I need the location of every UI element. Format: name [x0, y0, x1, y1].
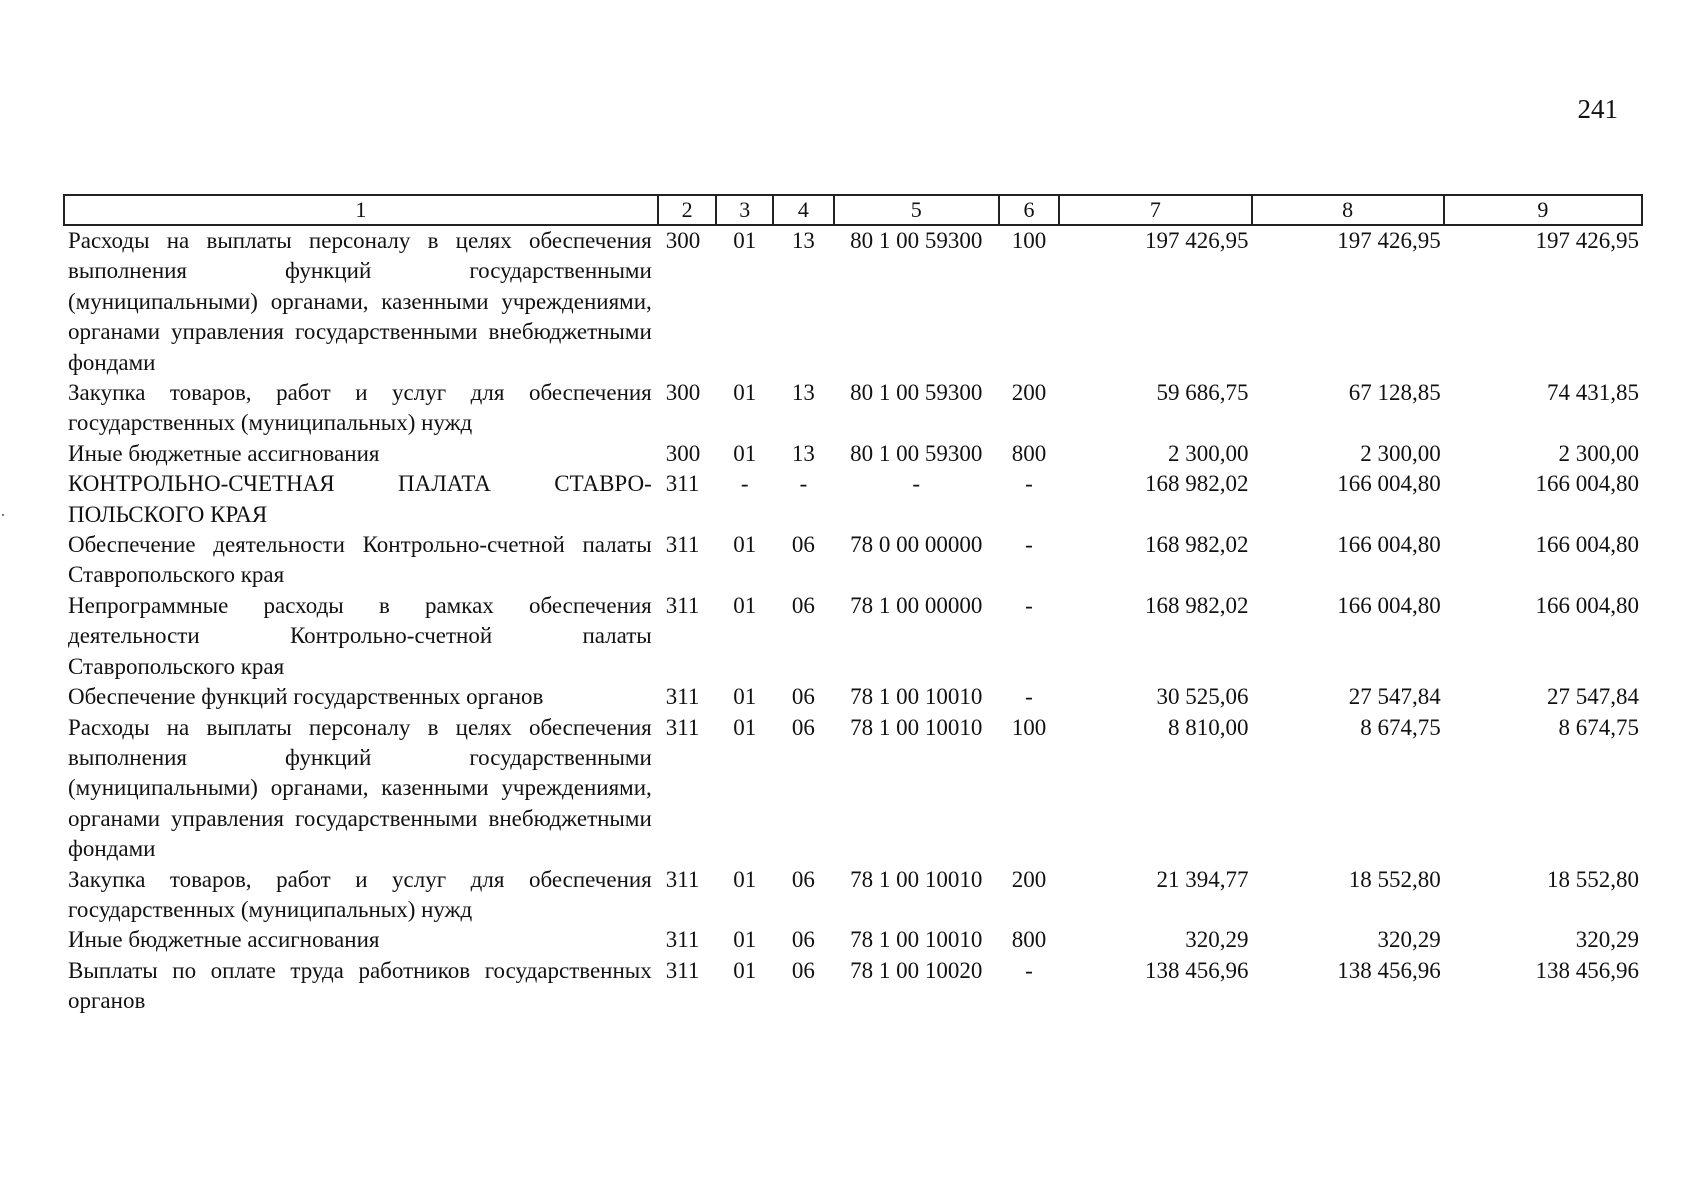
expense-name-cell: Выплаты по оплате труда работников государственных органов [68, 957, 652, 1014]
section-code-cell: 01 [733, 380, 757, 406]
amount-column-8-cell: 8 674,75 [1360, 714, 1441, 740]
section-code-cell: 01 [733, 440, 757, 466]
table-row [64, 865, 1642, 926]
section-code-cell: 01 [733, 592, 757, 618]
section-code-cell: 01 [733, 927, 757, 953]
expense-type-cell: 100 [1011, 714, 1047, 740]
amount-column-7-cell: 138 456,96 [1145, 957, 1249, 983]
section-code-cell: - [740, 471, 749, 497]
column-header: 2 [658, 195, 717, 225]
expense-name-cell: Обеспечение деятельности Контрольно-счетной палаты Ставропольского края [68, 532, 652, 588]
ministry-code-cell: 311 [665, 471, 700, 497]
amount-column-9-cell: 166 004,80 [1535, 592, 1639, 618]
section-code-cell: 01 [733, 714, 757, 740]
target-article-cell: 80 1 00 59300 [850, 380, 983, 406]
amount-column-8-cell: 2 300,00 [1360, 440, 1441, 466]
amount-column-8-cell: 18 552,80 [1348, 866, 1441, 892]
page-number: 241 [1577, 94, 1618, 124]
header-row [64, 195, 1642, 225]
column-header: 1 [64, 195, 658, 225]
subsection-code-cell: 06 [791, 927, 815, 953]
ministry-code-cell: 300 [665, 380, 701, 406]
expense-type-cell: - [1025, 684, 1033, 710]
amount-column-7-cell: 21 394,77 [1156, 866, 1249, 892]
expense-name-cell: Иные бюджетные ассигнования [68, 440, 380, 466]
scan-artifact-dot [2, 514, 4, 516]
amount-column-9-cell: 166 004,80 [1535, 471, 1639, 497]
subsection-code-cell: 06 [791, 866, 815, 892]
column-header: 8 [1252, 195, 1444, 225]
amount-column-9-cell: 8 674,75 [1558, 714, 1639, 740]
subsection-code-cell: 06 [791, 957, 815, 983]
expense-type-cell: 100 [1011, 228, 1047, 253]
ministry-code-cell: 311 [665, 532, 700, 558]
amount-column-9-cell: 74 431,85 [1547, 380, 1639, 406]
expense-type-cell: 800 [1011, 927, 1047, 953]
amount-column-8-cell: 166 004,80 [1337, 532, 1441, 558]
expense-type-cell: 800 [1011, 440, 1047, 466]
amount-column-8-cell: 320,29 [1377, 927, 1441, 953]
section-code-cell: 01 [733, 532, 757, 558]
subsection-code-cell: 13 [791, 228, 815, 253]
table-row [64, 956, 1642, 1017]
expense-name-cell: Иные бюджетные ассигнования [68, 927, 380, 953]
table-row [64, 925, 1642, 955]
table-body [64, 225, 1642, 1017]
expense-name-cell: Расходы на выплаты персоналу в целях обеспечения выполнения функций государственными (муниципальными) органами, казенными учреждениями, органами управления государственными внебюджетными фондами [68, 714, 652, 862]
subsection-code-cell: 06 [791, 532, 815, 558]
expense-type-cell: - [1025, 471, 1033, 497]
amount-column-8-cell: 197 426,95 [1337, 228, 1441, 253]
table-row [64, 682, 1642, 712]
table-row [64, 378, 1642, 439]
amount-column-7-cell: 30 525,06 [1156, 684, 1249, 710]
table-header [64, 195, 1642, 225]
amount-column-8-cell: 166 004,80 [1337, 592, 1441, 618]
target-article-cell: 78 1 00 10010 [850, 927, 983, 953]
table-row [64, 713, 1642, 865]
ministry-code-cell: 300 [665, 228, 701, 253]
expense-name-cell: Расходы на выплаты персоналу в целях обеспечения выполнения функций государственными (муниципальными) органами, казенными учреждениями, органами управления государственными внебюджетными фондами [68, 228, 652, 375]
section-code-cell: 01 [733, 684, 757, 710]
target-article-cell: 80 1 00 59300 [850, 440, 983, 466]
amount-column-9-cell: 320,29 [1575, 927, 1639, 953]
expense-type-cell: - [1025, 592, 1033, 618]
expense-name-cell: КОНТРОЛЬНО-СЧЕТНАЯ ПАЛАТА СТАВРО-ПОЛЬСКОГО КРАЯ [68, 471, 652, 527]
amount-column-7-cell: 2 300,00 [1168, 440, 1249, 466]
table-row [64, 469, 1642, 530]
table-row [64, 439, 1642, 469]
target-article-cell: 78 0 00 00000 [850, 532, 983, 558]
ministry-code-cell: 311 [665, 927, 700, 953]
expense-name-cell: Обеспечение функций государственных органов [68, 684, 544, 710]
target-article-cell: 78 1 00 10010 [850, 866, 983, 892]
section-code-cell: 01 [733, 228, 757, 253]
amount-column-8-cell: 166 004,80 [1337, 471, 1441, 497]
section-code-cell: 01 [733, 866, 757, 892]
ministry-code-cell: 311 [665, 866, 700, 892]
section-code-cell: 01 [733, 957, 757, 983]
amount-column-9-cell: 27 547,84 [1547, 684, 1639, 710]
amount-column-7-cell: 168 982,02 [1145, 592, 1249, 618]
amount-column-7-cell: 8 810,00 [1168, 714, 1249, 740]
column-header: 3 [716, 195, 773, 225]
amount-column-9-cell: 197 426,95 [1535, 228, 1639, 253]
expense-type-cell: 200 [1011, 866, 1047, 892]
ministry-code-cell: 311 [665, 714, 700, 740]
subsection-code-cell: 13 [791, 440, 815, 466]
amount-column-7-cell: 59 686,75 [1156, 380, 1249, 406]
table-row [64, 591, 1642, 682]
target-article-cell: - [912, 471, 921, 497]
expense-type-cell: - [1025, 532, 1033, 558]
column-header: 4 [773, 195, 834, 225]
budget-table [63, 194, 1643, 1017]
amount-column-9-cell: 18 552,80 [1547, 866, 1639, 892]
expense-name-cell: Непрограммные расходы в рамках обеспечения деятельности Контрольно-счетной палаты Ставропольского края [68, 592, 652, 679]
amount-column-7-cell: 320,29 [1185, 927, 1249, 953]
expense-type-cell: 200 [1011, 380, 1047, 406]
amount-column-8-cell: 27 547,84 [1348, 684, 1441, 710]
amount-column-7-cell: 197 426,95 [1145, 228, 1249, 253]
table-row [64, 530, 1642, 591]
target-article-cell: 80 1 00 59300 [850, 228, 983, 253]
amount-column-8-cell: 67 128,85 [1348, 380, 1441, 406]
expense-type-cell: - [1025, 957, 1033, 983]
amount-column-7-cell: 168 982,02 [1145, 471, 1249, 497]
column-header: 9 [1444, 195, 1642, 225]
column-header: 5 [834, 195, 999, 225]
column-header: 6 [999, 195, 1060, 225]
subsection-code-cell: 06 [791, 714, 815, 740]
ministry-code-cell: 311 [665, 684, 700, 710]
amount-column-9-cell: 138 456,96 [1535, 957, 1639, 983]
amount-column-7-cell: 168 982,02 [1145, 532, 1249, 558]
table-row [64, 225, 1642, 378]
target-article-cell: 78 1 00 10010 [850, 714, 983, 740]
subsection-code-cell: 06 [791, 592, 815, 618]
subsection-code-cell: 13 [791, 380, 815, 406]
ministry-code-cell: 311 [665, 592, 700, 618]
amount-column-9-cell: 166 004,80 [1535, 532, 1639, 558]
ministry-code-cell: 300 [665, 440, 701, 466]
target-article-cell: 78 1 00 10010 [850, 684, 983, 710]
expense-name-cell: Закупка товаров, работ и услуг для обеспечения государственных (муниципальных) нужд [68, 380, 652, 436]
ministry-code-cell: 311 [665, 957, 700, 983]
amount-column-9-cell: 2 300,00 [1558, 440, 1639, 466]
subsection-code-cell: - [799, 471, 808, 497]
column-header: 7 [1059, 195, 1251, 225]
target-article-cell: 78 1 00 10020 [850, 957, 983, 983]
subsection-code-cell: 06 [791, 684, 815, 710]
expense-name-cell: Закупка товаров, работ и услуг для обеспечения государственных (муниципальных) нужд [68, 866, 652, 922]
target-article-cell: 78 1 00 00000 [850, 592, 983, 618]
amount-column-8-cell: 138 456,96 [1337, 957, 1441, 983]
